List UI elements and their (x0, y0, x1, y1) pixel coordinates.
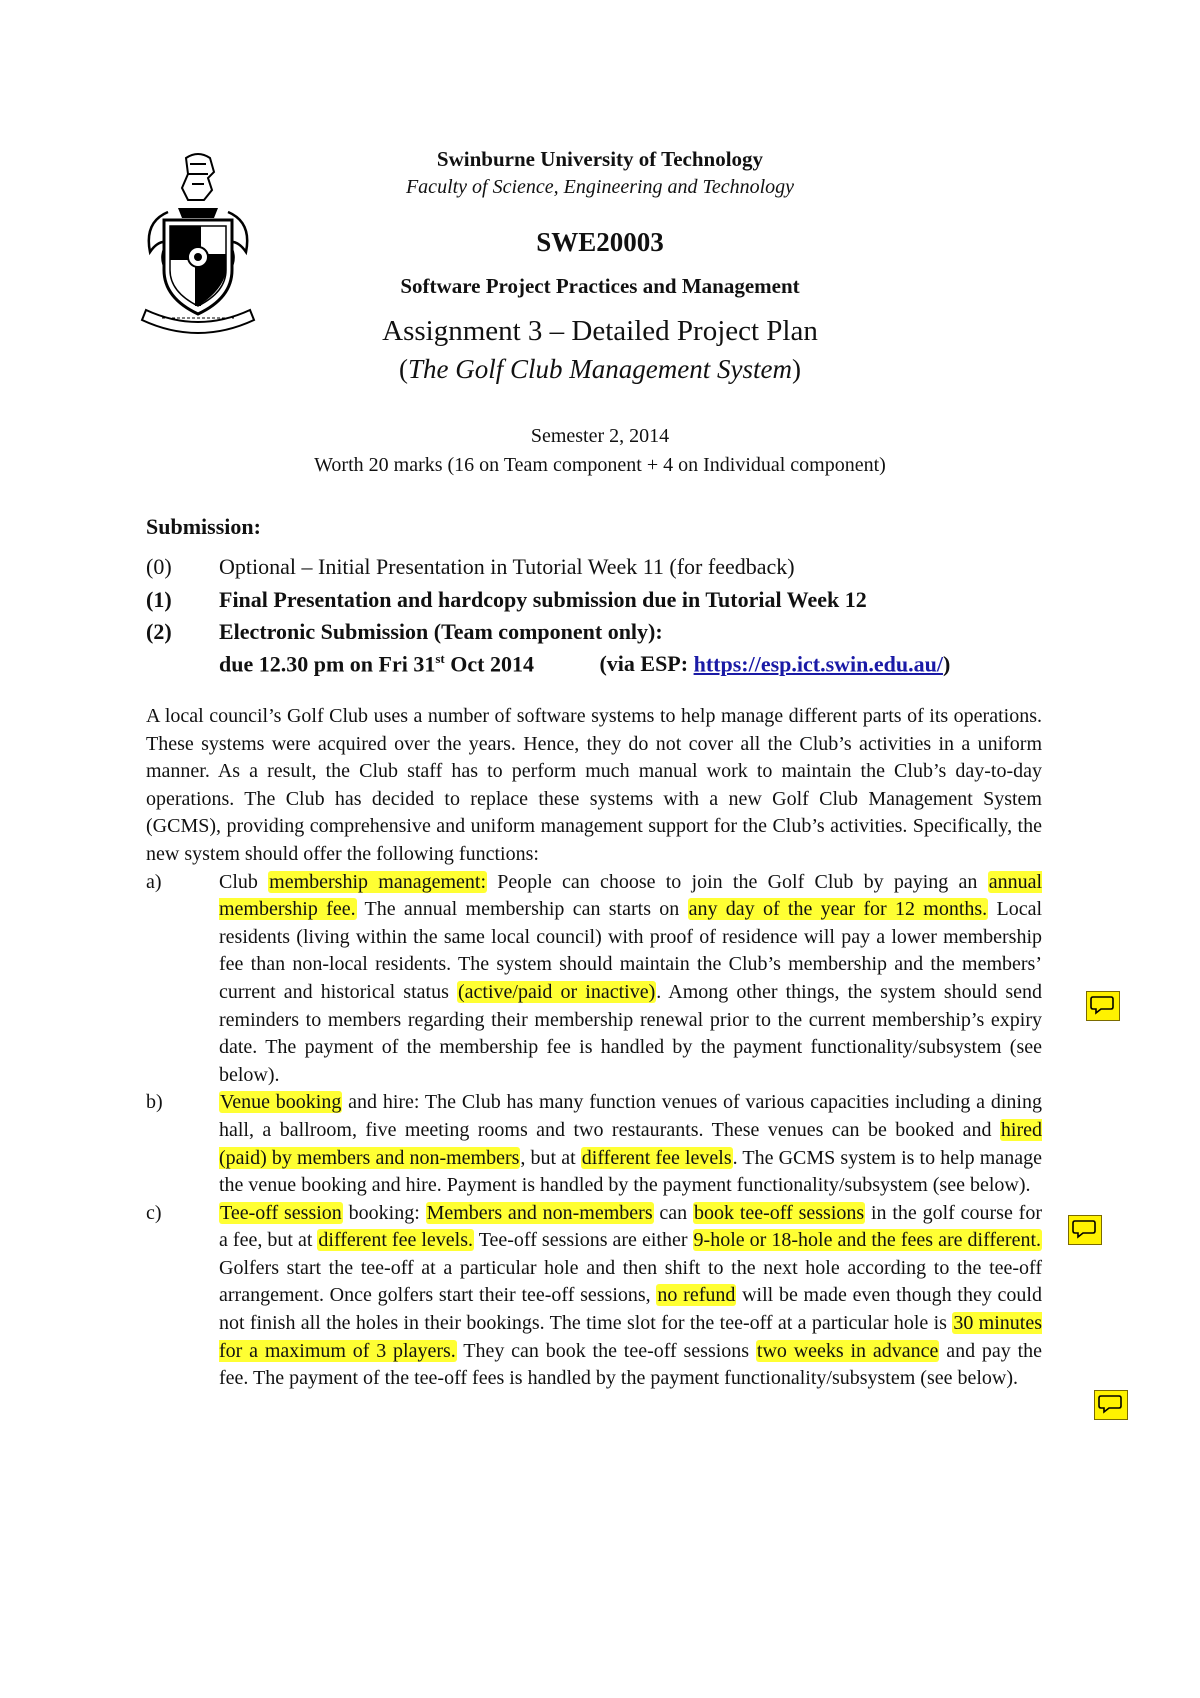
item-text: The annual membership can starts on (356, 898, 688, 921)
item-text: Club (219, 870, 269, 893)
row-text: Electronic Submission (Team component only): (219, 619, 663, 644)
via-label: (via ESP: (599, 651, 694, 677)
highlight: Tee-off session (220, 1201, 342, 1224)
highlight: annual membership fee. (219, 870, 1042, 921)
highlight: any day of the year for 12 months. (688, 898, 988, 921)
due-date-month: Oct 2014 (444, 651, 534, 677)
submission-row-1 (146, 587, 867, 613)
due-date-sup: st (435, 651, 445, 666)
highlight: book tee-off sessions (694, 1201, 865, 1224)
university-crest-logo (138, 150, 258, 336)
item-text: Local residents (living within the same local council) with proof of residence will pay a lower membership fee than non-local residents. The system should maintain the Club’s membership and the members’ current and historical status (219, 898, 1043, 1003)
esp-link[interactable]: https://esp.ict.swin.edu.au/ (693, 651, 943, 677)
item-text: Golfers start the tee-off at a particular hole and then shift to the next hole according to the tee-off arrangement. Once golfers start their tee-off sessions, (219, 1256, 1042, 1307)
comment-icon[interactable] (1086, 991, 1120, 1021)
system-title: (The Golf Club Management System) (399, 354, 801, 384)
list-item-a (146, 869, 1042, 1090)
row-number: (0) (146, 554, 172, 579)
highlight: (active/paid or inactive) (457, 980, 656, 1003)
highlight: different fee levels. (318, 1229, 474, 1252)
item-text: People can choose to join the Golf Club by paying an (487, 870, 988, 893)
submission-row-2 (146, 619, 663, 645)
highlight: two weeks in advance (756, 1339, 939, 1362)
item-text: Tee-off sessions are either (474, 1229, 693, 1252)
highlight: Members and non-members (426, 1201, 653, 1224)
item-text: , but at (520, 1146, 581, 1169)
worth-marks: Worth 20 marks (16 on Team component + 4 on Individual component) (314, 454, 886, 476)
row-text: Optional – Initial Presentation in Tutorial Week 11 (for feedback) (219, 554, 795, 579)
highlight: different fee levels (581, 1146, 732, 1169)
row-text: Final Presentation and hardcopy submission due in Tutorial Week 12 (219, 587, 867, 612)
via-close: ) (942, 651, 951, 677)
list-item-c (146, 1200, 1042, 1393)
highlight: hired (paid) by members and non-members (219, 1118, 1042, 1169)
university-name: Swinburne University of Technology (436, 147, 764, 171)
highlight: 9-hole or 18-hole and the fees are different. (693, 1229, 1041, 1252)
item-text: and pay the fee. The payment of the tee-off fees is handled by the payment functionality/subsystem (see below). (219, 1339, 1042, 1390)
intro-paragraph: A local council’s Golf Club uses a number of software systems to help manage different parts of its operations. These systems were acquired over the years. Hence, they do not cover all the Club’s activities in a uniform manner. As a result, the Club staff has to perform much manual work to maintain the Club’s day-to-day operations. The Club has decided to replace these systems with a new Golf Club Management System (GCMS), providing comprehensive and uniform management support for the Club’s activities. Specifically, the new system should offer the following functions: (146, 705, 1042, 865)
row-number: (1) (146, 587, 172, 612)
item-label: c) (146, 1201, 162, 1224)
item-text: . Among other things, the system should send reminders to members regarding their membership renewal prior to the current membership’s expiry date. The payment of the membership fee is handled by the payment functionality/subsystem (see below). (219, 980, 1042, 1086)
list-item-b (146, 1089, 1042, 1199)
submission-row-0 (146, 554, 795, 580)
item-text: in the golf course for a fee, but at (219, 1201, 1042, 1252)
item-text: They can book the tee-off sessions (456, 1339, 756, 1362)
unit-code: SWE20003 (536, 227, 664, 257)
assignment-body (146, 703, 1042, 1393)
item-label: b) (146, 1091, 163, 1114)
item-label: a) (146, 870, 162, 893)
comment-icon[interactable] (1068, 1215, 1102, 1245)
submission-due-date (219, 651, 950, 677)
highlight: 30 minutes for a maximum of 3 players. (219, 1312, 1042, 1362)
due-date-text: due 12.30 pm on Fri 31 (219, 651, 436, 677)
faculty-name: Faculty of Science, Engineering and Technology (405, 176, 795, 198)
item-text: and hire: The Club has many function venues of various capacities including a dining hall, a ballroom, five meeting rooms and two restaurants. These venues can be booked and (219, 1091, 1042, 1141)
comment-icon[interactable] (1094, 1390, 1128, 1420)
highlight: membership management: (269, 870, 487, 893)
assignment-title: Assignment 3 – Detailed Project Plan (382, 315, 818, 347)
item-text: can (653, 1201, 694, 1224)
item-text: . The GCMS system is to help manage the venue booking and hire. Payment is handled by the payment functionality/subsystem (see below). (219, 1146, 1042, 1197)
semester: Semester 2, 2014 (530, 425, 670, 447)
system-name: The Golf Club Management System (408, 354, 792, 384)
row-number: (2) (146, 619, 172, 644)
item-text: will be made even though they could not finish all the holes in their bookings. The time slot for the tee-off at a particular hole is (219, 1284, 1042, 1335)
submission-heading: Submission: (146, 514, 261, 539)
highlight: no refund (657, 1284, 736, 1307)
highlight: Venue booking (220, 1091, 342, 1114)
unit-name: Software Project Practices and Management (400, 274, 800, 298)
item-text: booking: (342, 1201, 426, 1224)
